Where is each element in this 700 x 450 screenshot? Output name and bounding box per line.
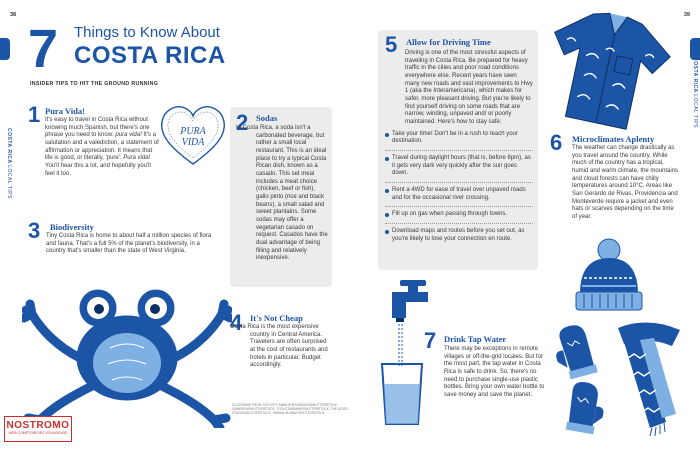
tip-1-heading: Pura Vida! — [45, 106, 85, 116]
tip-3-body: Tiny Costa Rica is home to about half a million species of flora and fauna. That's a full 5% of the planet's biodiversity, in a country that's smaller than the state of West Virginia. — [46, 233, 212, 255]
side-label-left: COSTA RICA LOCAL TIPS — [6, 128, 12, 199]
frog-illustration — [22, 268, 232, 428]
tip-5-bullet-1: Take your time! Don't be in a rush to reach your destination. — [385, 131, 533, 146]
title-line-1: Things to Know About — [74, 24, 220, 41]
tip-5-bullet-3: Rent a 4WD for ease of travel over unpaved roads and for the occasional river crossing. — [385, 187, 533, 202]
watermark-logo — [4, 416, 72, 442]
tip-1-number: 1 — [28, 102, 41, 127]
page-number-right: 39 — [683, 12, 690, 18]
tip-2-heading: Sodas — [256, 113, 278, 123]
tip-5-heading: Allow for Driving Time — [406, 37, 491, 47]
side-tab-left — [0, 38, 10, 60]
title-subtitle: INSIDER TIPS TO HIT THE GROUND RUNNING — [30, 81, 159, 87]
watermark-sub: WEB COMPTOIR DES VOYAGEURS — [8, 431, 68, 435]
heart-illustration — [158, 100, 228, 170]
title-big-number: 7 — [28, 19, 59, 79]
tip-2-number: 2 — [236, 110, 249, 135]
tip-5-bullet-4: Fill up on gas when passing through towns. — [385, 211, 533, 219]
heart-text-2: VIDA — [181, 137, 205, 148]
mittens-illustration — [550, 324, 612, 436]
page-number-left: 38 — [10, 12, 17, 18]
heart-icon — [158, 100, 228, 170]
heart-text-1: PURA — [180, 126, 206, 137]
tip-2-body: In Costa Rica, a soda isn't a carbonated beverage, but rather a small local restaurant. This is an ideal place to try a typical Costa Rican dish, known as a casado. This set meal includes a meat choice (chicken, beef or fish), gallo pinto (rice and black beans), a small salad and sweet plantains. Some sodas may offer a vegetarian casado on request. Casados have the dual advantage of being filling and relatively inexpensive. — [236, 125, 328, 262]
beanie-illustration — [570, 238, 648, 314]
tip-4-body: Costa Rica is the most expensive country in Central America. Travelers are often surprised at the cost of restaurants and hotels in particular. Budget accordingly. — [230, 324, 328, 369]
tip-4-heading: It's Not Cheap — [250, 313, 303, 323]
tip-5-number: 5 — [385, 32, 398, 57]
shirt-illustration — [542, 10, 672, 130]
tip-7-body: There may be exceptions in remote villages or off-the-grid locales. But for the most part, the tap water in Costa Rica is safe to drink. So, there's no need to purchase single-use plastic bottles. Bring your own water bottle to save money and save the planet. — [444, 346, 545, 399]
tip-6-body: The weather can change drastically as you travel around the country. While much of the country has a tropical, humid and warm climate, the mountains and cloud forests can have chilly temperatures around 10°C. Areas like San Gerardo de Rivas, Providencia and Monteverde require a jacket and even hats or scarves depending on the time of year. — [572, 145, 679, 221]
tip-3-number: 3 — [28, 218, 41, 243]
side-label-right: COSTA RICA LOCAL TIPS — [692, 57, 698, 128]
tip-7-heading: Drink Tap Water — [444, 334, 507, 344]
title-line-2: COSTA RICA — [74, 42, 226, 69]
tip-5-body: Driving is one of the most stressful aspects of traveling in Costa Rica. Be prepared for heavy traffic in the cities and poor road conditions everywhere else. Recent years have seen many new roads and vast improvements to Hwy 1 (aka the Interamericana), which makes for safer, more pleasant driving. But you're likely to find yourself driving on some roads that are narrow, winding, unpaved and/ or poorly maintained. Here's how to stay safe: — [405, 50, 533, 126]
tip-3-heading: Biodiversity — [50, 222, 94, 232]
watermark-title: NOSTROMO — [6, 420, 70, 431]
tip-5-bullet-2: Travel during daylight hours (that is, before 6pm), as it gets very dark very quickly after the sun goes down. — [385, 155, 533, 178]
tip-5-bullet-5: Download maps and routes before you set out, as you're likely to lose your connection en route. — [385, 228, 533, 243]
tip-1-body: It's easy to travel in Costa Rica without knowing much Spanish, but there's one phrase you need to know: pura vida! It's a salutation and a valediction, a statement of affirmation or appreciation. It means that life is good, or literally, 'pure'. Pura vida! You'll hear this a lot, and hopefully you'll feel it too. — [45, 117, 159, 177]
tip-7-number: 7 — [424, 328, 437, 353]
tip-4-number: 4 — [230, 310, 243, 335]
tip-5-content — [385, 50, 533, 243]
scarf-illustration — [610, 318, 686, 438]
tip-6-heading: Microclimates Aplenty — [572, 134, 655, 144]
illustration-credits: CLOCKWISE FROM TOP LEFT: ANNA SHETINSKAYA/SHUTTERSTOCK, CAMEREN/SHUTTERSTOCK, TOOLSTARBANK/SHUTTERSTOCK, THE GOOD STUDIO/SHUTTERSTOCK, SHIANA NUZBAY/SHUTTERSTOCK — [232, 403, 348, 415]
tip-6-number: 6 — [550, 130, 563, 155]
